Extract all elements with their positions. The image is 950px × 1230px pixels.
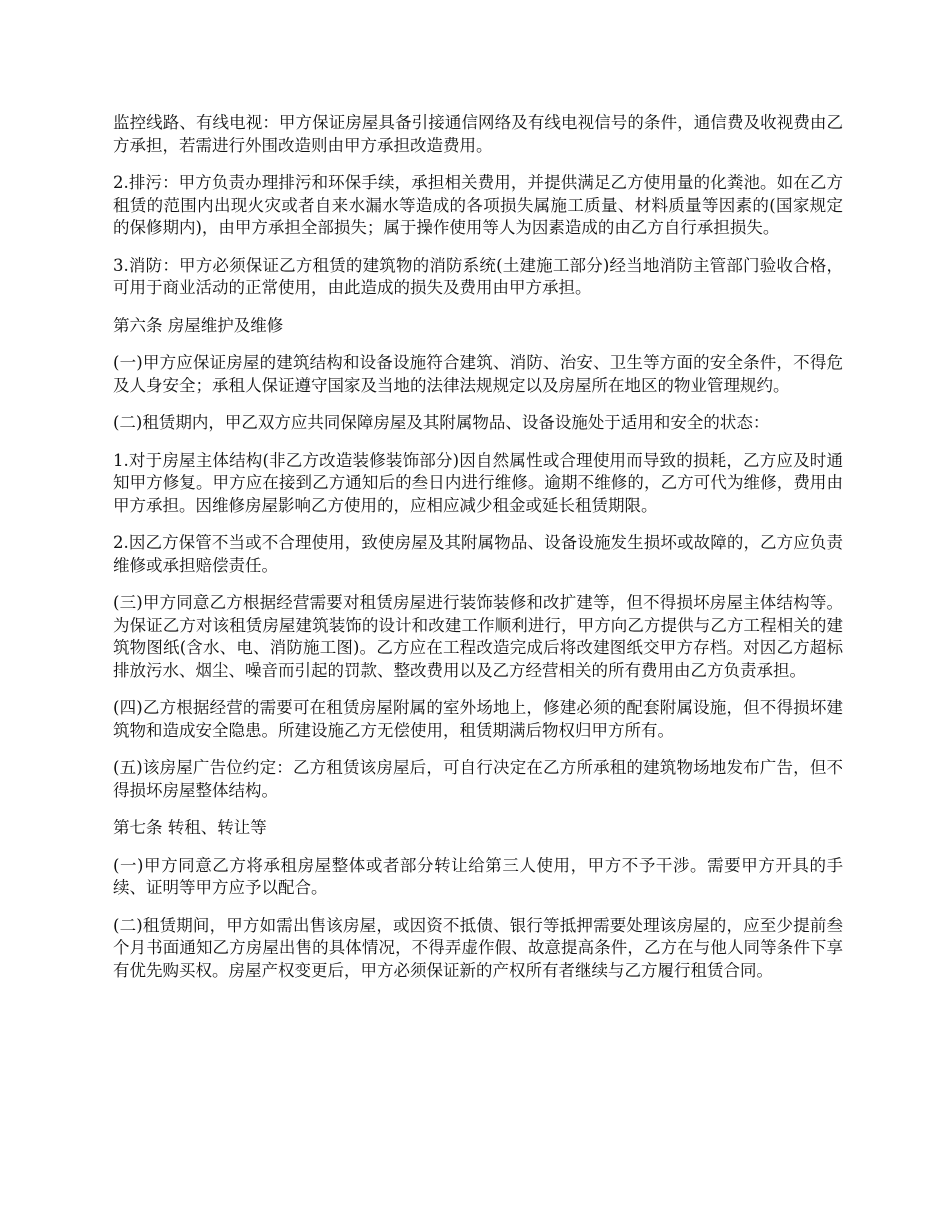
paragraph-article-7-clause-2: (二)租赁期间，甲方如需出售该房屋，或因资不抵债、银行等抵押需要处理该房屋的，应至少提前叁个月书面通知乙方房屋出售的具体情况，不得弄虚作假、故意提高条件，乙方在与他人同等条件下享有优先购买权。房屋产权变更后，甲方必须保证新的产权所有者继续与乙方履行租赁合同。 (113, 915, 843, 980)
paragraph-article-6-clause-2: (二)租赁期内，甲乙双方应共同保障房屋及其附属物品、设备设施处于适用和安全的状态： (113, 413, 770, 432)
paragraph-article-7-clause-1: (一)甲方同意乙方将承租房屋整体或者部分转让给第三人使用，甲方不予干涉。需要甲方开具的手续、证明等甲方应予以配合。 (113, 855, 843, 897)
paragraph-article-6-clause-1: (一)甲方应保证房屋的建筑结构和设备设施符合建筑、消防、治安、卫生等方面的安全条件，不得危及人身安全；承租人保证遵守国家及当地的法律法规规定以及房屋所在地区的物业管理规约。 (113, 353, 843, 395)
paragraph-fire-protection: 3.消防：甲方必须保证乙方租赁的建筑物的消防系统(土建施工部分)经当地消防主管部门验收合格，可用于商业活动的正常使用，由此造成的损失及费用由甲方承担。 (113, 255, 843, 297)
paragraph-article-6-clause-4: (四)乙方根据经营的需要可在租赁房屋附属的室外场地上，修建必须的配套附属设施，但不得损坏建筑物和造成安全隐患。所建设施乙方无偿使用，租赁期满后物权归甲方所有。 (113, 698, 843, 740)
paragraph-monitoring-tv: 监控线路、有线电视：甲方保证房屋具备引接通信网络及有线电视信号的条件，通信费及收视费由乙方承担，若需进行外围改造则由甲方承担改造费用。 (113, 113, 843, 155)
paragraph-sewage: 2.排污：甲方负责办理排污和环保手续，承担相关费用，并提供满足乙方使用量的化粪池。如在乙方租赁的范围内出现火灾或者自来水漏水等造成的各项损失属施工质量、材料质量等因素的(国家规定的保修期内)，由甲方承担全部损失；属于操作使用等人为因素造成的由乙方自行承担损失。 (113, 173, 843, 237)
paragraph-article-6-clause-3: (三)甲方同意乙方根据经营需要对租赁房屋进行装饰装修和改扩建等，但不得损坏房屋主体结构等。为保证乙方对该租赁房屋建筑装饰的设计和改建工作顺利进行，甲方向乙方提供与乙方工程相关的建筑物图纸(含水、电、消防施工图)。乙方应在工程改造完成后将改建图纸交甲方存档。对因乙方超标排放污水、烟尘、噪音而引起的罚款、整改费用以及乙方经营相关的所有费用由乙方负责承担。 (113, 593, 843, 680)
section-heading-article-6: 第六条 房屋维护及维修 (113, 315, 284, 335)
section-heading-article-7: 第七条 转租、转让等 (113, 818, 267, 837)
paragraph-article-6-item-1: 1.对于房屋主体结构(非乙方改造装修装饰部分)因自然属性或合理使用而导致的损耗，乙方应及时通知甲方修复。甲方应在接到乙方通知后的叁日内进行维修。逾期不维修的，乙方可代为维修，费用由甲方承担。因维修房屋影响乙方使用的，应相应减少租金或延长租赁期限。 (113, 450, 843, 515)
paragraph-article-6-item-2: 2.因乙方保管不当或不合理使用，致使房屋及其附属物品、设备设施发生损坏或故障的，乙方应负责维修或承担赔偿责任。 (113, 533, 843, 575)
document-page (113, 112, 843, 997)
paragraph-article-6-clause-5: (五)该房屋广告位约定：乙方租赁该房屋后，可自行决定在乙方所承租的建筑物场地发布广告，但不得损坏房屋整体结构。 (113, 758, 843, 800)
